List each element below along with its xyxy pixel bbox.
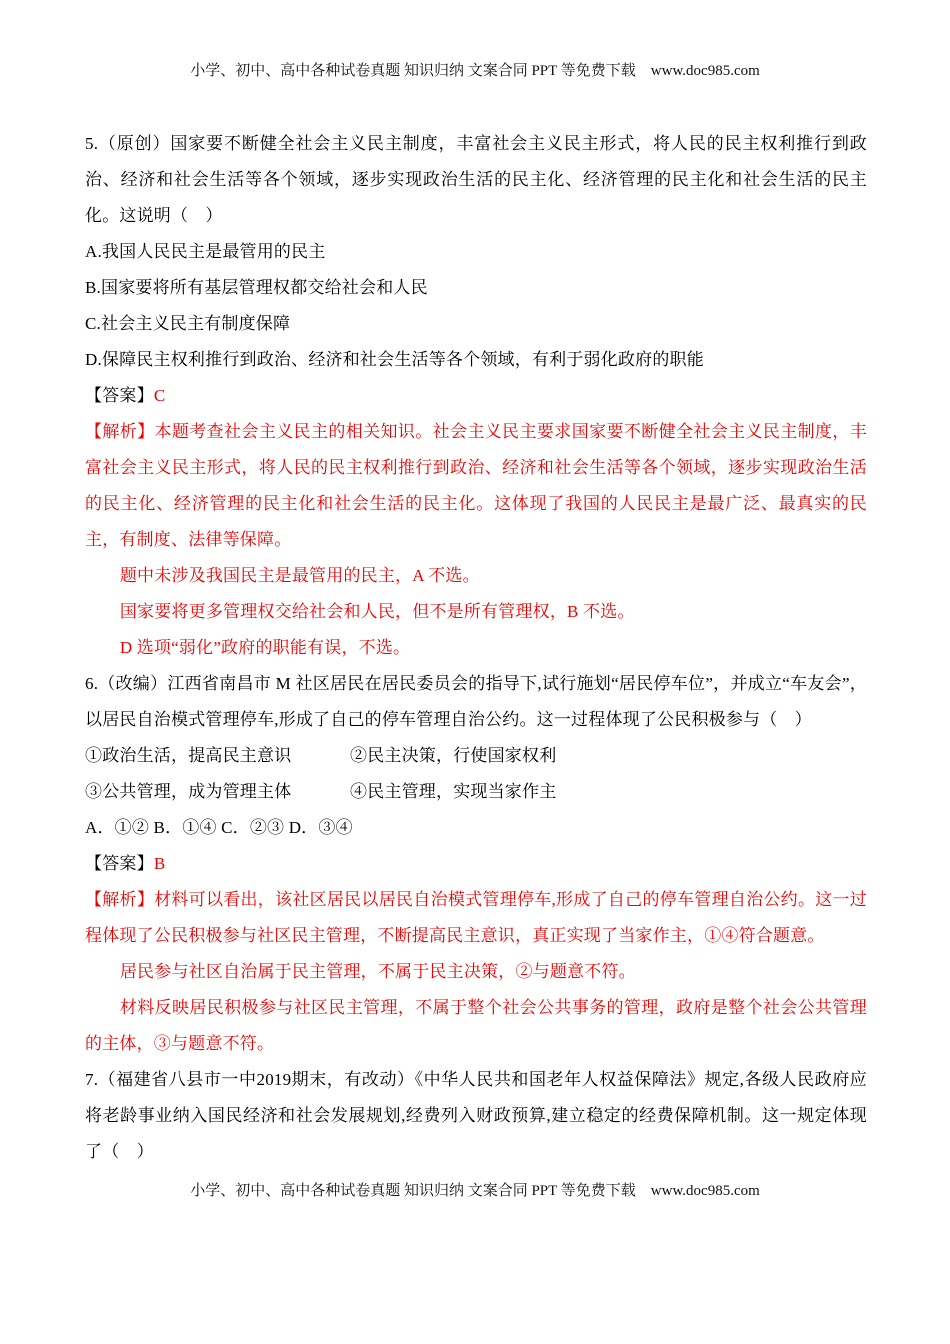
- q6-answer-label: 【答案】: [85, 854, 154, 873]
- q6-note-2: 材料反映居民积极参与社区民主管理，不属于整个社会公共事务的管理，政府是整个社会公共管理的主体，③与题意不符。: [85, 998, 867, 1053]
- q5-answer-line: [85, 378, 867, 414]
- header-text: 小学、初中、高中各种试卷真题 知识归纳 文案合同 PPT 等免费下载 www.doc985.com: [190, 63, 760, 79]
- q6-answer-value: B: [153, 854, 166, 873]
- q6-item-1: ①政治生活，提高民主意识: [85, 746, 292, 765]
- q5-stem: 5.（原创）国家要不断健全社会主义民主制度，丰富社会主义民主形式，将人民的民主权利推行到政治、经济和社会生活等各个领域，逐步实现政治生活的民主化、经济管理的民主化和社会生活的民主化。这说明（ ）: [85, 134, 867, 225]
- q5-option-a: A.我国人民民主是最管用的民主: [85, 242, 326, 261]
- footer-text: 小学、初中、高中各种试卷真题 知识归纳 文案合同 PPT 等免费下载 www.doc985.com: [190, 1183, 760, 1199]
- q5-answer-value: C: [153, 386, 166, 405]
- q6-analysis: 【解析】材料可以看出，该社区居民以居民自治模式管理停车,形成了自己的停车管理自治公约。这一过程体现了公民积极参与社区民主管理，不断提高民主意识，真正实现了当家作主，①④符合题意。: [85, 890, 867, 945]
- q5-answer-label: 【答案】: [85, 386, 154, 405]
- q5-note-1: 题中未涉及我国民主是最管用的民主，A 不选。: [119, 566, 480, 585]
- q5-note-2: 国家要将更多管理权交给社会和人民，但不是所有管理权，B 不选。: [119, 602, 635, 621]
- q5-note-3: D 选项“弱化”政府的职能有误，不选。: [119, 638, 411, 657]
- q6-choices: A．①② B．①④ C．②③ D．③④: [85, 818, 353, 837]
- page-footer: [0, 1180, 950, 1202]
- q6-items-row-2: [85, 774, 867, 810]
- q6-item-2: ②民主决策，行使国家权利: [350, 746, 557, 765]
- q6-item-4: ④民主管理，实现当家作主: [350, 782, 557, 801]
- q6-note-1: 居民参与社区自治属于民主管理，不属于民主决策，②与题意不符。: [119, 962, 636, 981]
- q6-stem: 6.（改编）江西省南昌市 M 社区居民在居民委员会的指导下,试行施划“居民停车位”，并成立“车友会”，以居民自治模式管理停车,形成了自己的停车管理自治公约。这一过程体现了公民积极参与（ ）: [85, 674, 867, 729]
- q5-option-d: D.保障民主权利推行到政治、经济和社会生活等各个领域，有利于弱化政府的职能: [85, 350, 704, 369]
- q6-items-row-1: [85, 738, 867, 774]
- q5-analysis: 【解析】本题考查社会主义民主的相关知识。社会主义民主要求国家要不断健全社会主义民主制度，丰富社会主义民主形式，将人民的民主权利推行到政治、经济和社会生活等各个领域，逐步实现政治生活的民主化、经济管理的民主化和社会生活的民主化。这体现了我国的人民民主是最广泛、最真实的民主，有制度、法律等保障。: [85, 422, 867, 549]
- q6-item-3: ③公共管理，成为管理主体: [85, 782, 292, 801]
- page-header: [0, 60, 950, 82]
- q5-option-b: B.国家要将所有基层管理权都交给社会和人民: [85, 278, 428, 297]
- q6-answer-line: [85, 846, 867, 882]
- q5-option-c: C.社会主义民主有制度保障: [85, 314, 291, 333]
- q7-stem: 7.（福建省八县市一中2019期末，有改动）《中华人民共和国老年人权益保障法》规定,各级人民政府应将老龄事业纳入国民经济和社会发展规划,经费列入财政预算,建立稳定的经费保障机制。这一规定体现了（ ）: [85, 1070, 867, 1161]
- document-body: [85, 126, 867, 1170]
